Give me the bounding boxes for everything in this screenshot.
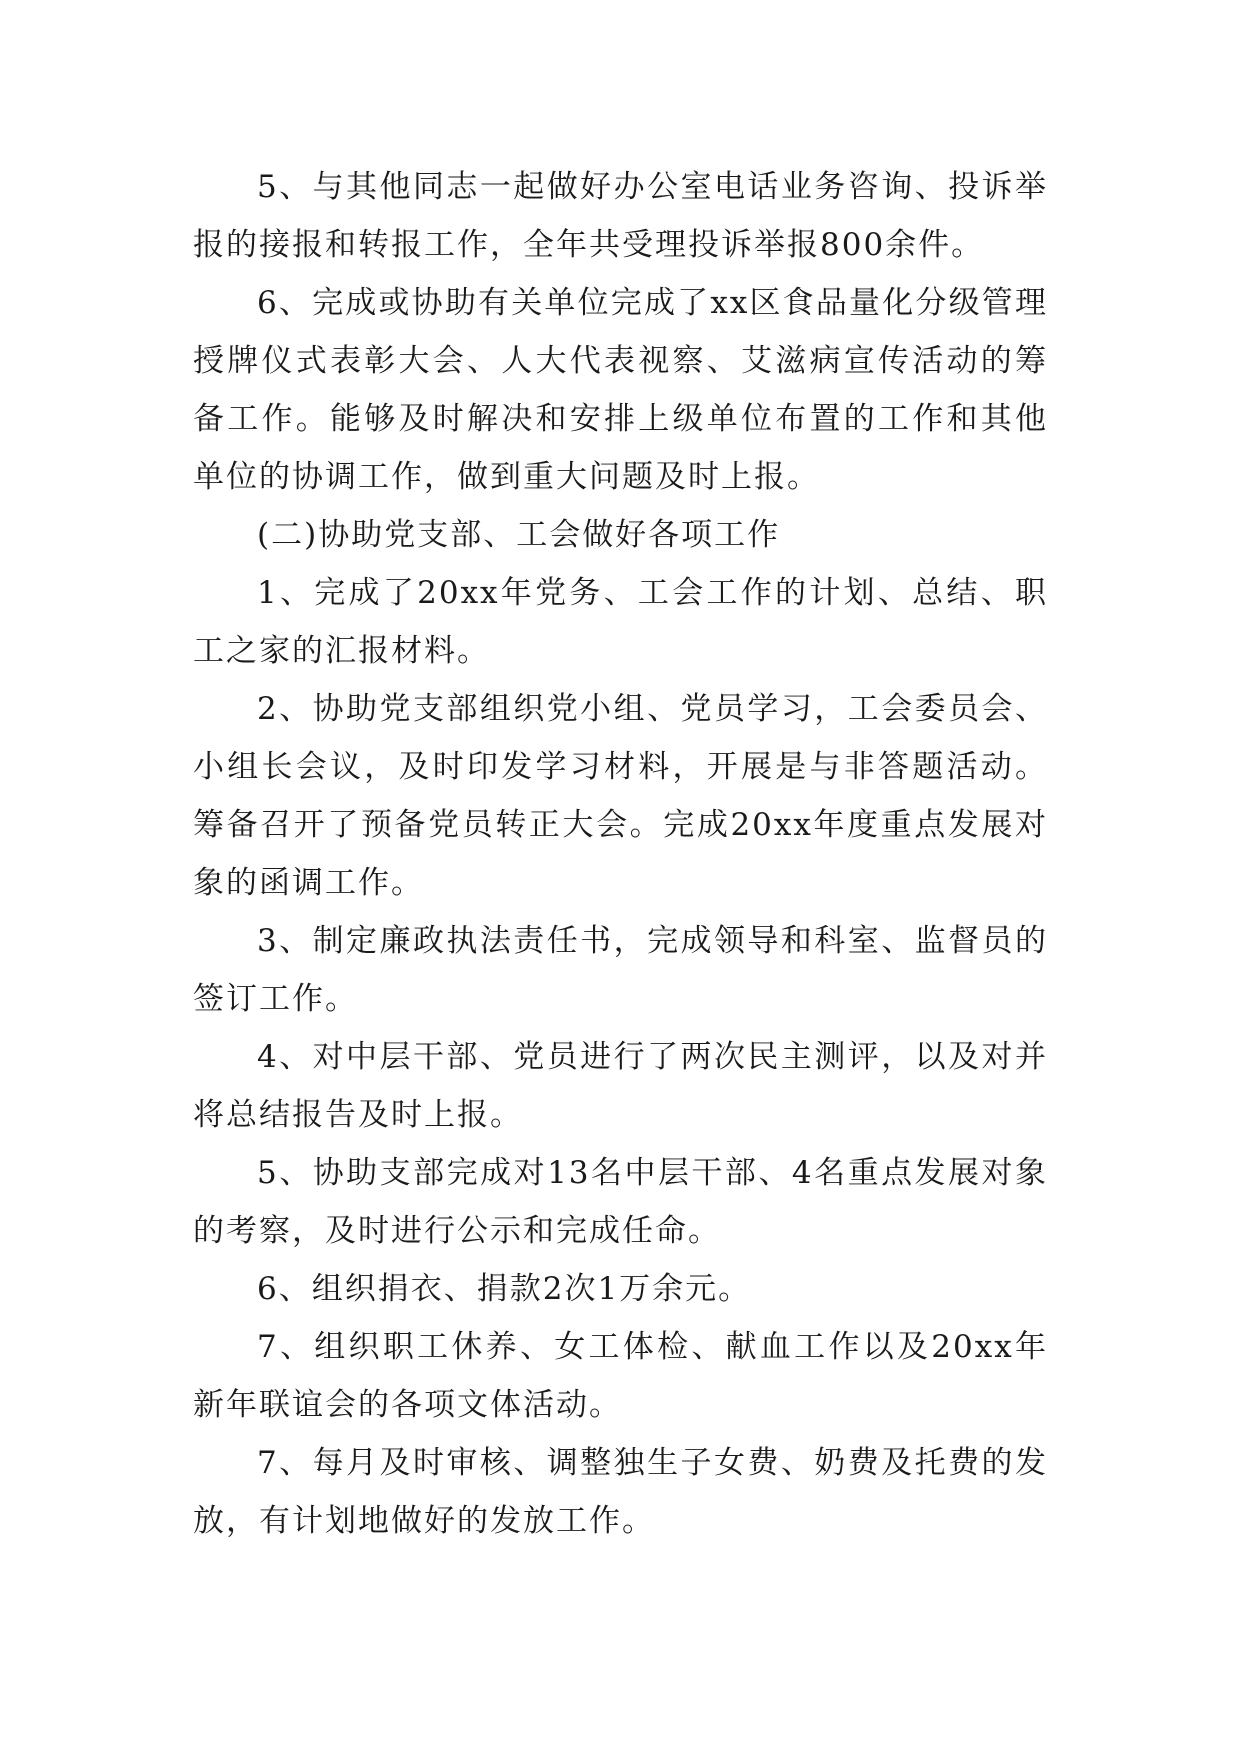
paragraph-item-1-plans: 1、完成了20xx年党务、工会工作的计划、总结、职工之家的汇报材料。 [193,575,1048,669]
paragraph-item-6-donation: 6、组织捐衣、捐款2次1万余元。 [257,1271,752,1307]
paragraph-item-7-allowance: 7、每月及时审核、调整独生子女费、奶费及托费的发放，有计划地做好的发放工作。 [193,1445,1048,1539]
paragraph-item-4-evaluation: 4、对中层干部、党员进行了两次民主测评，以及对并将总结报告及时上报。 [193,1039,1048,1133]
paragraph-item-6-events: 6、完成或协助有关单位完成了xx区食品量化分级管理授牌仪式表彰大会、人大代表视察、艾滋病宣传活动的筹备工作。能够及时解决和安排上级单位布置的工作和其他单位的协调工作，做到重大问题及时上报。 [193,285,1048,495]
paragraph-item-2-party-study: 2、协助党支部组织党小组、党员学习，工会委员会、小组长会议，及时印发学习材料，开展是与非答题活动。筹备召开了预备党员转正大会。完成20xx年度重点发展对象的函调工作。 [193,691,1048,901]
section-heading-party-union: (二)协助党支部、工会做好各项工作 [257,517,781,553]
document-body [193,158,1048,1550]
paragraph-item-7-activities: 7、组织职工休养、女工体检、献血工作以及20xx年新年联谊会的各项文体活动。 [193,1329,1048,1423]
paragraph-item-3-integrity: 3、制定廉政执法责任书，完成领导和科室、监督员的签订工作。 [193,923,1048,1017]
paragraph-item-5-inspection: 5、协助支部完成对13名中层干部、4名重点发展对象的考察，及时进行公示和完成任命。 [193,1155,1048,1249]
paragraph-item-5-hotline: 5、与其他同志一起做好办公室电话业务咨询、投诉举报的接报和转报工作，全年共受理投诉举报800余件。 [193,169,1048,263]
